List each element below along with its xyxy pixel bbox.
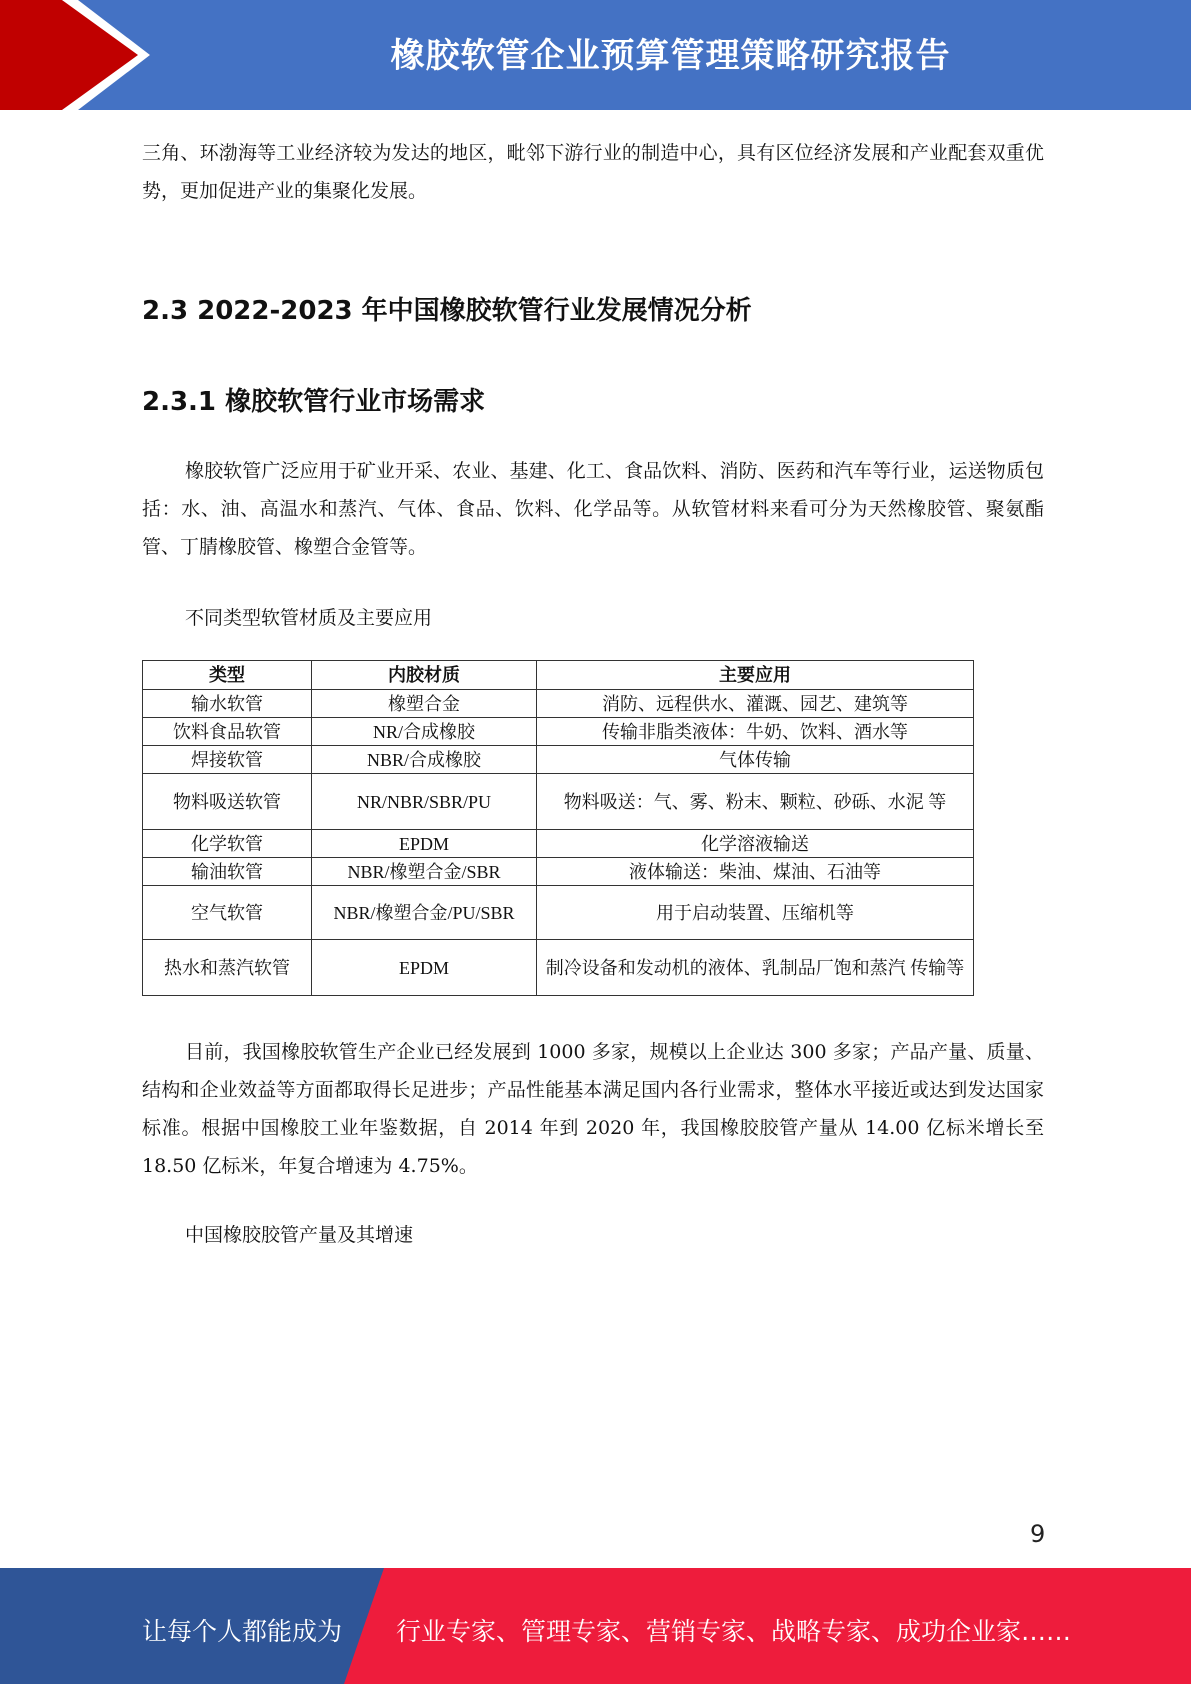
- section-heading: 2.3 2022-2023 年中国橡胶软管行业发展情况分析: [142, 296, 752, 326]
- table-row: [143, 940, 974, 996]
- cell-application: 液体输送：柴油、煤油、石油等: [537, 858, 974, 886]
- cell-application: 传输非脂类液体：牛奶、饮料、酒水等: [537, 718, 974, 746]
- market-demand-paragraph-block: [142, 452, 1044, 566]
- cell-type: 化学软管: [143, 830, 312, 858]
- intro-paragraph-block: [142, 134, 1044, 210]
- market-demand-paragraph: 橡胶软管广泛应用于矿业开采、农业、基建、化工、食品饮料、消防、医药和汽车等行业，运送物质包括：水、油、高温水和蒸汽、气体、食品、饮料、化学品等。从软管材料来看可分为天然橡胶管、聚氨酯管、丁腈橡胶管、橡塑合金管等。: [142, 460, 1044, 558]
- cell-application: 化学溶液输送: [537, 830, 974, 858]
- header-material: 内胶材质: [312, 661, 537, 690]
- cell-material: EPDM: [312, 830, 537, 858]
- subsection-heading: 2.3.1 橡胶软管行业市场需求: [142, 387, 486, 417]
- cell-type: 焊接软管: [143, 746, 312, 774]
- cell-application: 气体传输: [537, 746, 974, 774]
- cell-material: NBR/橡塑合金/PU/SBR: [312, 886, 537, 940]
- cell-material: NBR/橡塑合金/SBR: [312, 858, 537, 886]
- cell-material: EPDM: [312, 940, 537, 996]
- table-row: [143, 886, 974, 940]
- page-footer: [0, 1568, 1191, 1684]
- industry-status-paragraph-block: [142, 1033, 1044, 1185]
- cell-application: 消防、远程供水、灌溉、园艺、建筑等: [537, 690, 974, 718]
- cell-type: 空气软管: [143, 886, 312, 940]
- header-type: 类型: [143, 661, 312, 690]
- table-row: [143, 718, 974, 746]
- cell-material: NBR/合成橡胶: [312, 746, 537, 774]
- page-header: [0, 0, 1191, 110]
- intro-paragraph: 三角、环渤海等工业经济较为发达的地区，毗邻下游行业的制造中心，具有区位经济发展和产业配套双重优势，更加促进产业的集聚化发展。: [142, 142, 1044, 202]
- table-header-row: [143, 661, 974, 690]
- cell-application: 物料吸送：气、雾、粉末、颗粒、砂砾、水泥 等: [537, 774, 974, 830]
- cell-type: 输油软管: [143, 858, 312, 886]
- industry-status-paragraph: 目前，我国橡胶软管生产企业已经发展到 1000 多家，规模以上企业达 300 多家；产品产量、质量、结构和企业效益等方面都取得长足进步；产品性能基本满足国内各行业需求，整体水平接近或达到发达国家标准。根据中国橡胶工业年鉴数据，自 2014 年到 2020 年，我国橡胶胶管产量从 14.00 亿标米增长至 18.50 亿标米，年复合增速为 4.75%。: [142, 1041, 1044, 1177]
- table-row: [143, 830, 974, 858]
- header-application: 主要应用: [537, 661, 974, 690]
- cell-type: 物料吸送软管: [143, 774, 312, 830]
- report-title: 橡胶软管企业预算管理策略研究报告: [390, 36, 951, 76]
- page-number: 9: [1030, 1520, 1046, 1548]
- table-row: [143, 690, 974, 718]
- table-row: [143, 774, 974, 830]
- cell-application: 制冷设备和发动机的液体、乳制品厂饱和蒸汽 传输等: [537, 940, 974, 996]
- cell-material: NR/合成橡胶: [312, 718, 537, 746]
- table-row: [143, 746, 974, 774]
- cell-material: NR/NBR/SBR/PU: [312, 774, 537, 830]
- cell-type: 饮料食品软管: [143, 718, 312, 746]
- header-arrow-decoration: [0, 0, 150, 110]
- footer-slogan-left: 让每个人都能成为: [142, 1617, 343, 1646]
- cell-application: 用于启动装置、压缩机等: [537, 886, 974, 940]
- footer-slogan-right: 行业专家、管理专家、营销专家、战略专家、成功企业家……: [396, 1617, 1072, 1646]
- chart-caption: 中国橡胶胶管产量及其增速: [185, 1224, 414, 1246]
- table-caption: 不同类型软管材质及主要应用: [185, 607, 433, 629]
- table-row: [143, 858, 974, 886]
- cell-type: 输水软管: [143, 690, 312, 718]
- cell-material: 橡塑合金: [312, 690, 537, 718]
- cell-type: 热水和蒸汽软管: [143, 940, 312, 996]
- hose-types-table: [142, 660, 974, 996]
